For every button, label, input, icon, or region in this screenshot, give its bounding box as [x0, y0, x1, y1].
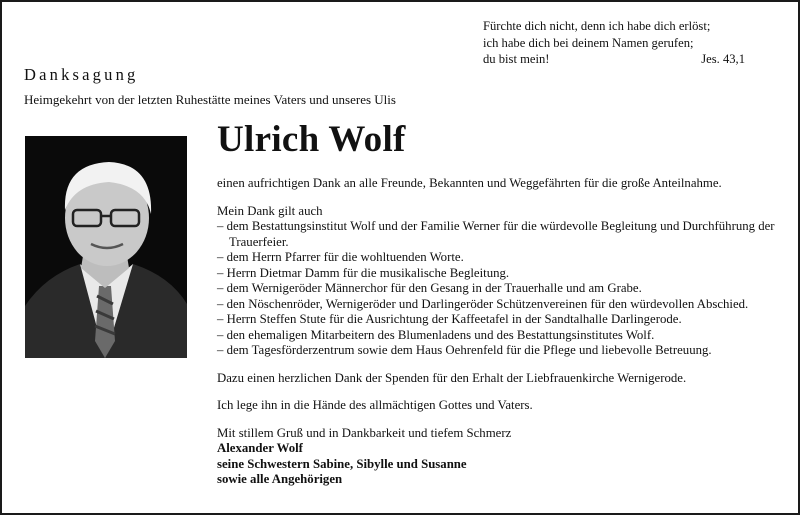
- notice-title: Danksagung: [24, 65, 139, 84]
- deceased-name: Ulrich Wolf: [217, 119, 406, 160]
- notice-subtitle: Heimgekehrt von der letzten Ruhestätte meines Vaters und unseres Ulis: [24, 92, 396, 107]
- thanks-list-item: – Herrn Dietmar Damm für die musikalische Begleitung.: [217, 265, 510, 280]
- donation-text: Dazu einen herzlichen Dank der Spenden für den Erhalt der Liebfrauenkirche Wernigerode.: [217, 370, 687, 385]
- thanks-list-item: – dem Bestattungsinstitut Wolf und der Familie Werner für die würdevolle Begleitung und Durchführung der Trauerfeier.: [217, 219, 775, 249]
- thanks-list-item: – dem Tagesförderzentrum sowie dem Haus Oehrenfeld für die Pflege und liebevolle Betreuung.: [217, 343, 712, 357]
- signature-line: seine Schwestern Sabine, Sibylle und Susanne: [217, 456, 467, 471]
- thanks-heading: Mein Dank gilt auch: [217, 203, 323, 218]
- thanks-list: [217, 219, 787, 359]
- thanks-list-item: – dem Herrn Pfarrer für die wohltuenden Worte.: [217, 250, 464, 264]
- verse-line: du bist mein!: [483, 52, 550, 66]
- thanks-list-item: – den ehemaligen Mitarbeitern des Blumenladens und des Bestattungsinstitutes Wolf.: [217, 327, 655, 342]
- verse-line: ich habe dich bei deinem Namen gerufen;: [483, 35, 694, 50]
- verse-line: Fürchte dich nicht, denn ich habe dich erlöst;: [483, 19, 711, 33]
- thanks-list-item: – Herrn Steffen Stute für die Ausrichtung der Kaffeetafel in der Sandtalhalle Darlingerode.: [217, 312, 682, 326]
- thanks-list-item: – dem Wernigeröder Männerchor für den Gesang in der Trauerhalle und am Grabe.: [217, 281, 642, 295]
- faith-text: Ich lege ihn in die Hände des allmächtigen Gottes und Vaters.: [217, 398, 533, 412]
- notice-body: [217, 176, 787, 488]
- signature-line: Alexander Wolf: [217, 441, 303, 455]
- thanks-list-item: – den Nöschenröder, Wernigeröder und Darlingeröder Schützenvereinen für den würdevollen Abschied.: [217, 296, 749, 311]
- bible-verse: [483, 18, 745, 68]
- closing-text: Mit stillem Gruß und in Dankbarkeit und tiefem Schmerz: [217, 425, 512, 440]
- intro-text: einen aufrichtigen Dank an alle Freunde, Bekannten und Weggefährten für die große Anteilnahme.: [217, 176, 722, 190]
- verse-reference: Jes. 43,1: [701, 52, 745, 66]
- signature-line: sowie alle Angehörigen: [217, 472, 343, 486]
- verse-line-with-reference: [483, 51, 745, 68]
- portrait-photo: [25, 136, 187, 358]
- portrait-illustration: [25, 136, 187, 358]
